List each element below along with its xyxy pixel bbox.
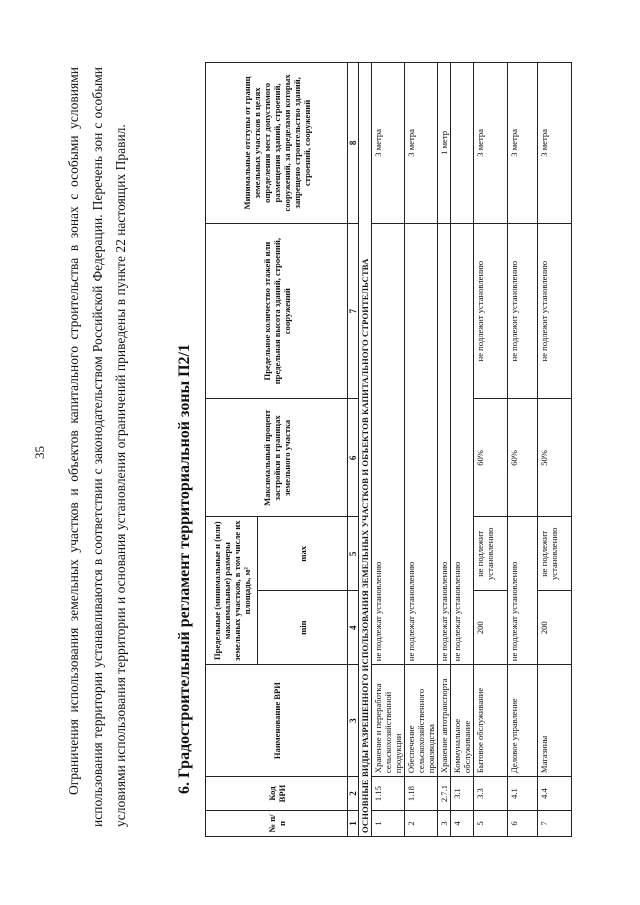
row-floors: не подлежит установлению bbox=[508, 223, 538, 399]
header-setback: Минимальные отступы от границ земельных участков в целях определения мест допустимого размещения зданий, строений, сооружений, за пределами которых запрещено строительство зданий, строений, сооружений bbox=[206, 63, 348, 224]
intro-paragraph: Ограничения использования земельных участков и объектов капитального строительства в зонах с особыми условиями использования территории устанавливаются в соответствии с законодательством Российской Федерации. Перечень зон с особыми условиями использования территории и основания установления ограничений приведены в пункте 22 настоящих Правил. bbox=[66, 67, 129, 827]
row-coverage: 60% bbox=[508, 399, 538, 517]
col-number: 6 bbox=[348, 399, 359, 517]
row-floors: не подлежит установлению bbox=[538, 223, 572, 399]
column-number-row bbox=[348, 63, 359, 837]
row-number: 3 bbox=[438, 811, 451, 837]
row-code: 1.18 bbox=[405, 777, 438, 811]
row-number: 5 bbox=[474, 811, 508, 837]
col-number: 4 bbox=[348, 591, 359, 665]
row-max-size: не подлежит установлению bbox=[538, 517, 572, 591]
row-number: 7 bbox=[538, 811, 572, 837]
regulation-table bbox=[205, 62, 572, 837]
row-name: Обеспечение сельскохозяйственного производства bbox=[405, 665, 438, 777]
header-name: Наименование ВРИ bbox=[206, 665, 348, 777]
row-setback: 3 метра bbox=[508, 63, 538, 224]
table-row bbox=[538, 63, 572, 837]
row-size-merged: не подлежат установлению bbox=[508, 517, 538, 665]
table-row bbox=[508, 63, 538, 837]
row-name: Коммунальное обслуживание bbox=[451, 665, 474, 777]
row-setback: 3 метра bbox=[474, 63, 508, 224]
row-setback: 1 метр bbox=[438, 63, 451, 224]
header-row-1 bbox=[206, 63, 258, 837]
row-min-size: 200 bbox=[474, 591, 508, 665]
row-merged-value: не подлежат установлению bbox=[438, 223, 451, 664]
row-number: 2 bbox=[405, 811, 438, 837]
col-number: 3 bbox=[348, 665, 359, 777]
col-number: 8 bbox=[348, 63, 359, 224]
row-floors: не подлежит установлению bbox=[474, 223, 508, 399]
row-code: 4.1 bbox=[508, 777, 538, 811]
header-floors: Предельное количество этажей или предельная высота зданий, строений, сооружений bbox=[206, 223, 348, 399]
table-row bbox=[372, 63, 405, 837]
row-name: Бытовое обслуживание bbox=[474, 665, 508, 777]
row-code: 3.1 bbox=[451, 777, 474, 811]
row-setback: 3 метра bbox=[538, 63, 572, 224]
row-code: 2.7.1 bbox=[438, 777, 451, 811]
row-code: 4.4 bbox=[538, 777, 572, 811]
col-number: 5 bbox=[348, 517, 359, 591]
row-code: 3.3 bbox=[474, 777, 508, 811]
section-heading: 6. Градостроительный регламент территориальной зоны П2/1 bbox=[176, 344, 193, 794]
table-row bbox=[451, 63, 474, 837]
row-setback bbox=[451, 63, 474, 224]
row-setback: 3 метра bbox=[372, 63, 405, 224]
page-number: 35 bbox=[32, 446, 47, 459]
header-coverage: Максимальный процент застройки в границах земельного участка bbox=[206, 399, 348, 517]
row-code: 1.15 bbox=[372, 777, 405, 811]
row-number: 6 bbox=[508, 811, 538, 837]
table-row bbox=[474, 63, 508, 837]
row-merged-value: не подлежат установлению bbox=[451, 223, 474, 664]
row-merged-value: не подлежат установлению bbox=[405, 223, 438, 664]
col-number: 2 bbox=[348, 777, 359, 811]
row-name: Магазины bbox=[538, 665, 572, 777]
table-row bbox=[405, 63, 438, 837]
row-name: Деловое управление bbox=[508, 665, 538, 777]
row-number: 1 bbox=[372, 811, 405, 837]
header-size-group: Предельные (минимальные и (или) максимальные) размеры земельных участков, в том числе их площадь, м² bbox=[206, 517, 258, 665]
table-row bbox=[438, 63, 451, 837]
row-name: Хранение и переработка сельскохозяйственной продукции bbox=[372, 665, 405, 777]
section-title-row bbox=[359, 63, 372, 837]
section-title: ОСНОВНЫЕ ВИДЫ РАЗРЕШЕННОГО ИСПОЛЬЗОВАНИЯ ЗЕМЕЛЬНЫХ УЧАСТКОВ И ОБЪЕКТОВ КАПИТАЛЬНОГО СТРОИТЕЛЬСТВА bbox=[359, 63, 372, 837]
header-code: Код ВРИ bbox=[206, 777, 348, 811]
row-merged-value: не подлежат установлению bbox=[372, 223, 405, 664]
row-name: Хранение автотранспорта bbox=[438, 665, 451, 777]
row-min-size: 200 bbox=[538, 591, 572, 665]
row-max-size: не подлежит установлению bbox=[474, 517, 508, 591]
row-coverage: 60% bbox=[474, 399, 508, 517]
row-number: 4 bbox=[451, 811, 474, 837]
row-coverage: 50% bbox=[538, 399, 572, 517]
col-number: 1 bbox=[348, 811, 359, 837]
header-min: min bbox=[258, 591, 348, 665]
col-number: 7 bbox=[348, 223, 359, 399]
header-max: max bbox=[258, 517, 348, 591]
row-setback: 3 метра bbox=[405, 63, 438, 224]
header-no: № п/п bbox=[206, 811, 348, 837]
